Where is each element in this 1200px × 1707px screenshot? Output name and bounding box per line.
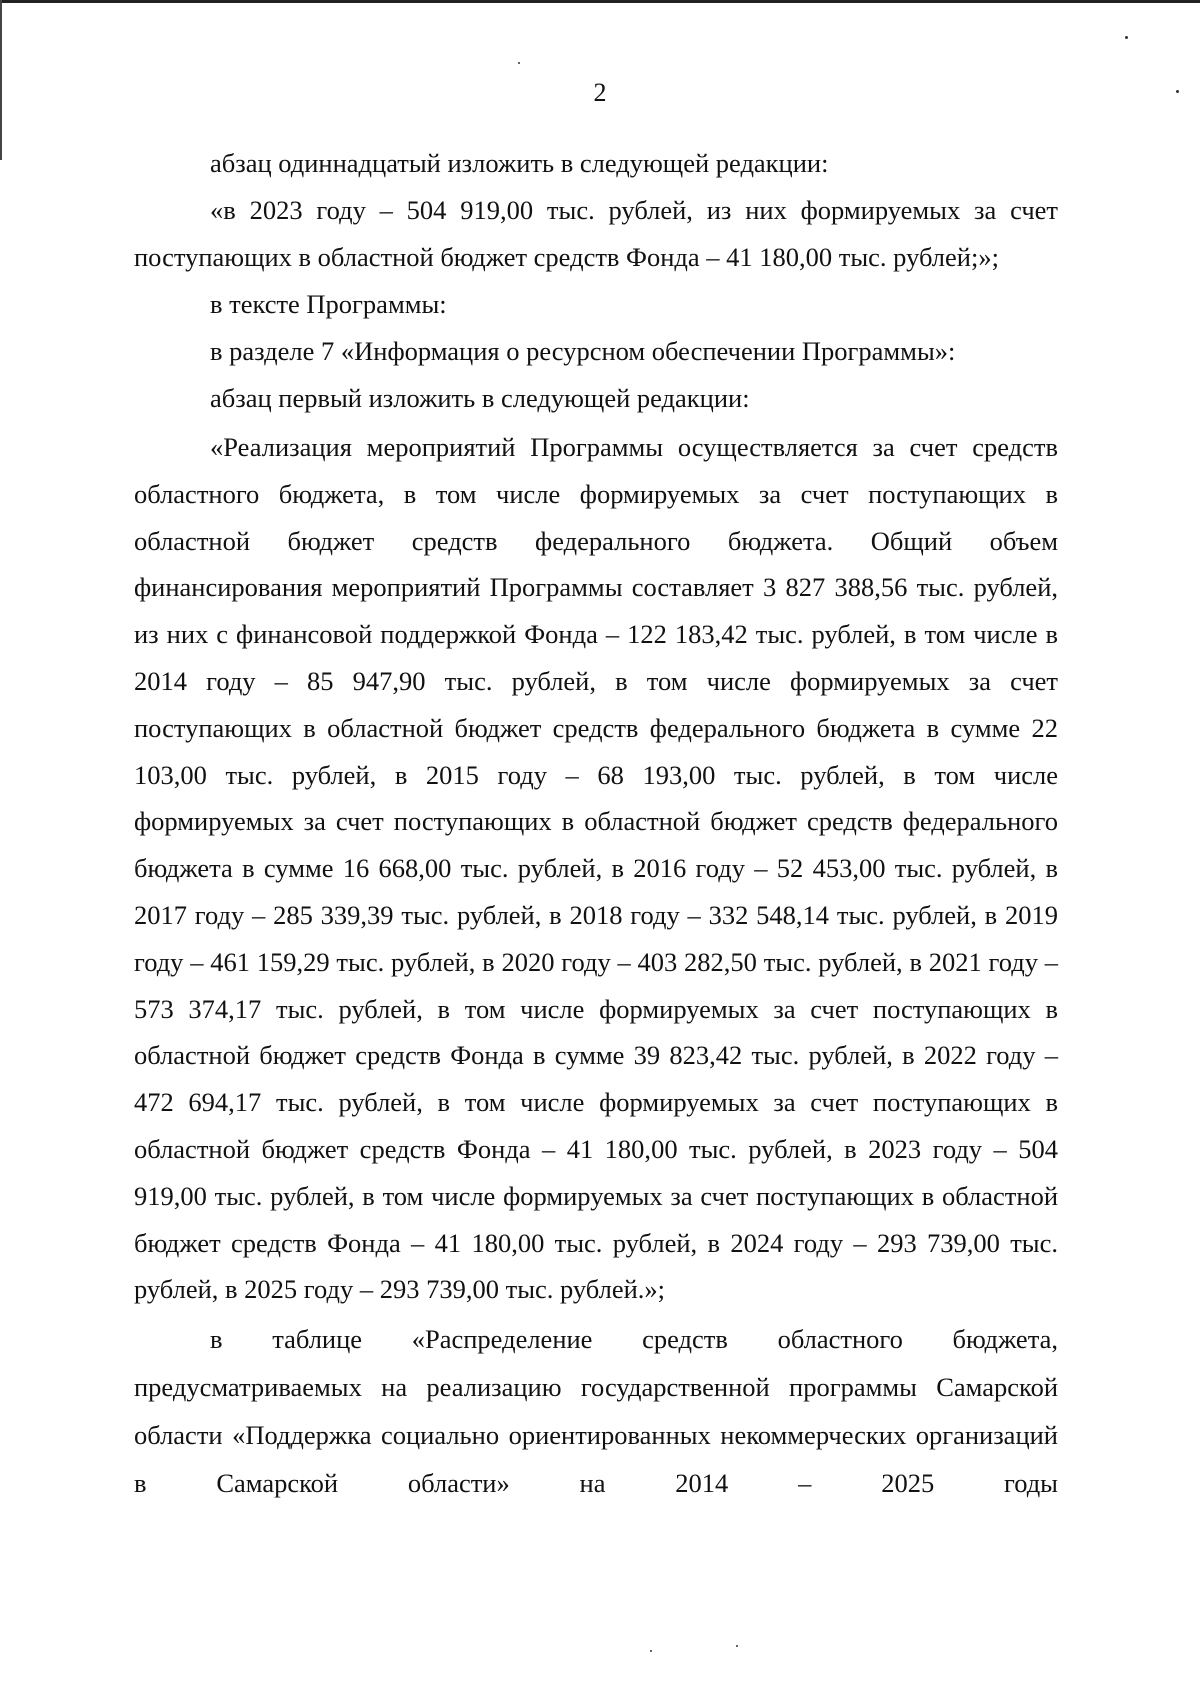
paragraph-2: «в 2023 году – 504 919,00 тыс. рублей, из них формируемых за счет поступающих в областной бюджет средств Фонда – 41 180,00 тыс. рублей;»;: [134, 195, 1058, 272]
scan-top-edge: [0, 0, 1200, 3]
page-number: 2: [593, 78, 607, 107]
paragraph-3: в тексте Программы:: [210, 289, 447, 319]
paragraph-1: абзац одиннадцатый изложить в следующей редакции:: [210, 148, 829, 178]
scan-speck: [518, 62, 520, 64]
scan-speck: [650, 1650, 652, 1652]
scan-speck: [1125, 36, 1128, 39]
scan-speck: [1176, 90, 1179, 93]
document-body: [134, 140, 1058, 1507]
paragraph-4: в разделе 7 «Информация о ресурсном обеспечении Программы»:: [210, 336, 956, 366]
paragraph-5: абзац первый изложить в следующей редакции:: [210, 383, 750, 413]
scan-speck: [736, 1645, 738, 1647]
paragraph-7: в таблице «Распределение средств областного бюджета, предусматриваемых на реализацию государственной программы Самарской области «Поддержка социально ориентированных некоммерческих организаций в Самарской области» на 2014 – 2025 годы: [134, 1324, 1058, 1499]
paragraph-6: «Реализация мероприятий Программы осуществляется за счет средств областного бюджета, в том числе формируемых за счет поступающих в областной бюджет средств федерального бюджета. Общий объем финансирования мероприятий Программы составляет 3 827 388,56 тыс. рублей, из них с финансовой поддержкой Фонда – 122 183,42 тыс. рублей, в том числе в 2014 году – 85 947,90 тыс. рублей, в том числе формируемых за счет поступающих в областной бюджет средств федерального бюджета в сумме 22 103,00 тыс. рублей, в 2015 году – 68 193,00 тыс. рублей, в том числе формируемых за счет поступающих в областной бюджет средств федерального бюджета в сумме 16 668,00 тыс. рублей, в 2016 году – 52 453,00 тыс. рублей, в 2017 году – 285 339,39 тыс. рублей, в 2018 году – 332 548,14 тыс. рублей, в 2019 году – 461 159,29 тыс. рублей, в 2020 году – 403 282,50 тыс. рублей, в 2021 году – 573 374,17 тыс. рублей, в том числе формируемых за счет поступающих в областной бюджет средств Фонда в сумме 39 823,42 тыс. рублей, в 2022 году – 472 694,17 тыс. рублей, в том числе формируемых за счет поступающих в областной бюджет средств Фонда – 41 180,00 тыс. рублей, в 2023 году – 504 919,00 тыс. рублей, в том числе формируемых за счет поступающих в областной бюджет средств Фонда – 41 180,00 тыс. рублей, в 2024 году – 293 739,00 тыс. рублей, в 2025 году – 293 739,00 тыс. рублей.»;: [134, 432, 1058, 1305]
